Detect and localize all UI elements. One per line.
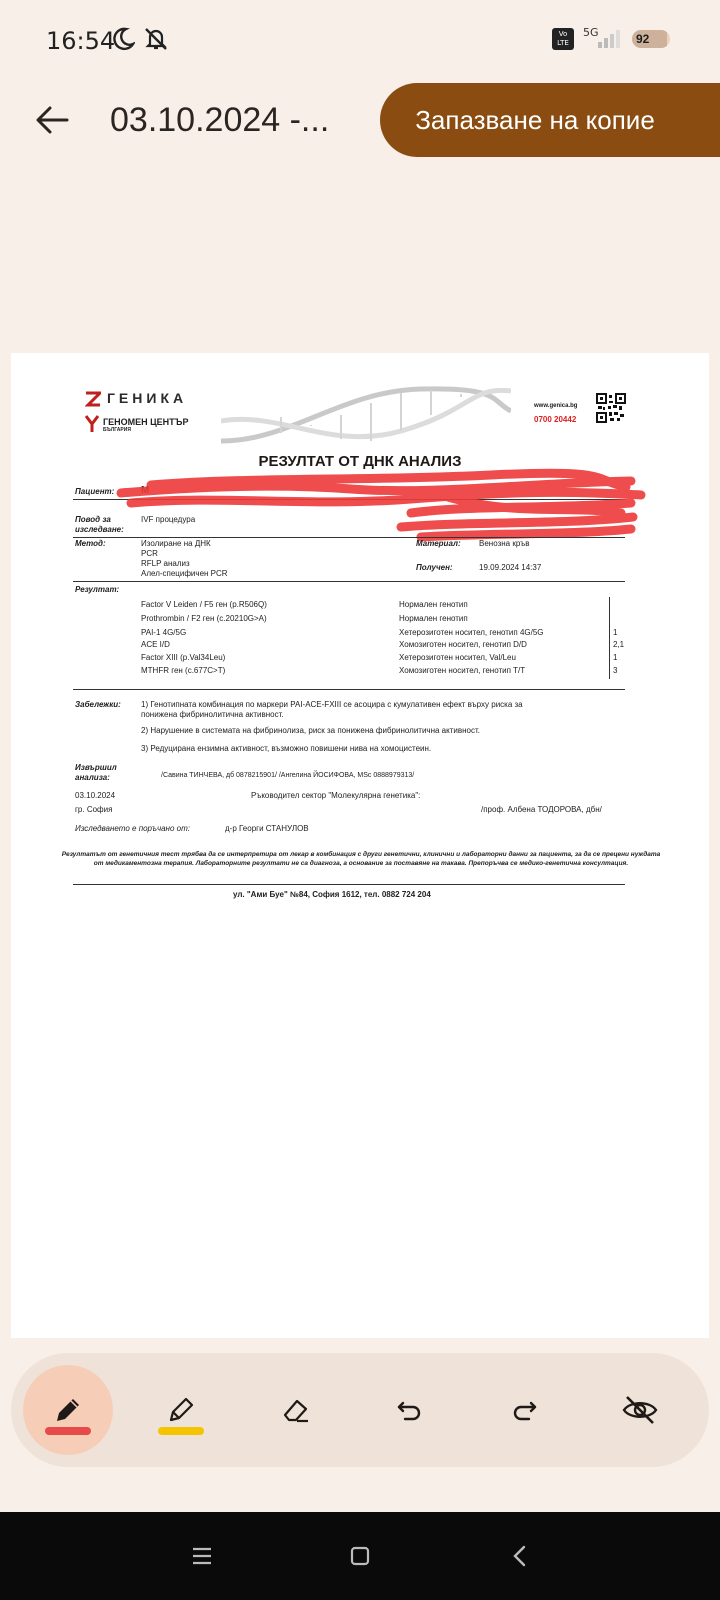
recent-apps-button[interactable] [180, 1534, 224, 1578]
pen-color-indicator [45, 1427, 91, 1435]
result-genotype: Хомозиготен носител, генотип D/D [399, 640, 527, 649]
app-header [0, 80, 720, 180]
brand-name: ГЕНИКА [107, 390, 188, 406]
qr-code-image [596, 393, 626, 423]
material-value: Венозна кръв [479, 539, 530, 548]
eye-off-icon [621, 1393, 659, 1427]
hide-annotations-button[interactable] [595, 1365, 685, 1455]
result-genotype: Хетерозиготен носител, генотип 4G/5G [399, 628, 544, 637]
method-item: RFLP анализ [141, 559, 190, 568]
head-label: Ръководител сектор "Молекулярна генетика": [251, 791, 421, 800]
result-score: 1 [613, 653, 618, 662]
pen-tool[interactable] [23, 1365, 113, 1455]
geneca-logo-icon [85, 391, 101, 407]
note-line: 1) Генотипната комбинация по маркери PAI-ACE-FXIII се асоцира с кумулативен ефект върху риска за [141, 700, 523, 709]
result-gene: ACE I/D [141, 640, 170, 649]
undo-icon [393, 1393, 427, 1427]
result-score: 2,1 [613, 640, 625, 649]
moon-icon [113, 26, 135, 52]
eraser-icon [279, 1393, 313, 1427]
arrow-left-icon [35, 105, 69, 135]
report-title: РЕЗУЛТАТ ОТ ДНК АНАЛИЗ [258, 453, 462, 470]
result-genotype: Нормален генотип [399, 600, 468, 609]
result-genotype: Хомозиготен носител, генотип Т/Т [399, 666, 526, 675]
result-gene: MTHFR ген (c.677C>T) [141, 666, 226, 675]
divider [73, 884, 625, 885]
result-genotype: Хетерозиготен носител, Val/Leu [399, 653, 516, 662]
received-value: 19.09.2024 14:37 [479, 563, 542, 572]
material-label: Материал: [416, 539, 461, 548]
website-text: www.genica.bg [534, 403, 578, 409]
column-divider [609, 597, 610, 679]
eraser-tool[interactable] [251, 1365, 341, 1455]
result-label: Резултат: [75, 585, 120, 594]
method-label: Метод: [75, 539, 106, 548]
ordered-by: д-р Георги СТАНУЛОВ [225, 824, 309, 833]
method-item: Алел-специфичен PCR [141, 569, 228, 578]
center-name: ГЕНОМЕН ЦЕНТЪР [103, 417, 189, 427]
redo-button[interactable] [479, 1365, 569, 1455]
home-icon [350, 1546, 370, 1566]
result-gene: PAI-1 4G/5G [141, 628, 187, 637]
received-label: Получен: [416, 563, 453, 572]
system-back-button[interactable] [498, 1534, 542, 1578]
back-icon [512, 1545, 528, 1567]
method-item: Изолиране на ДНК [141, 539, 211, 548]
pen-icon [51, 1393, 85, 1427]
note-line: 2) Нарушение в системата на фибринолиза, риск за понижена фибринолитична активност. [141, 726, 480, 735]
disclaimer: Резултатът от генетичния тест трябва да се интерпретира от лекар в комбинация с други генетични, клинични и лабораторни данни за пациента, за да се прецени нуждата от медикаментозна терапия. Лабораторните резултати не са диагноза, а основание за поставяне на такава. Препоръчва се медико-генетична консултация. [61, 851, 661, 867]
back-button[interactable] [30, 98, 74, 142]
result-score: 3 [613, 666, 618, 675]
network-type: 5G [583, 26, 599, 39]
result-gene: Factor V Leiden / F5 ген (p.R506Q) [141, 600, 267, 609]
result-score: 1 [613, 628, 618, 637]
status-time: 16:54 [46, 27, 116, 55]
redo-icon [507, 1393, 541, 1427]
result-gene: Factor XIII (p.Val34Leu) [141, 653, 226, 662]
center-subtitle: БЪЛГАРИЯ [103, 427, 131, 433]
report-city: гр. София [75, 805, 113, 814]
reason-value: IVF процедура [141, 515, 196, 524]
highlighter-icon [164, 1393, 198, 1427]
patient-name-visible: М [141, 485, 150, 496]
performed-label: анализа: [75, 773, 110, 782]
notes-label: Забележки: [75, 700, 121, 709]
performed-label: Извършил [75, 763, 117, 772]
dna-helix-image [221, 381, 511, 453]
status-bar [0, 0, 720, 80]
report-date: 03.10.2024 [75, 791, 116, 800]
result-genotype: Нормален генотип [399, 614, 468, 623]
ordered-label: Изследването е поръчано от: [75, 824, 190, 833]
highlighter-color-indicator [158, 1427, 204, 1435]
save-copy-button[interactable]: Запазване на копие [380, 83, 720, 157]
phone-text: 0700 20442 [534, 415, 577, 424]
method-item: PCR [141, 549, 158, 558]
highlighter-tool[interactable] [136, 1365, 226, 1455]
address: ул. "Ами Буе" №84, София 1612, тел. 0882 724 204 [233, 890, 431, 899]
home-button[interactable] [338, 1534, 382, 1578]
divider [73, 689, 625, 690]
annotation-toolbar [11, 1353, 709, 1467]
document-title: 03.10.2024 -... [110, 101, 330, 139]
reason-label: Повод за изследване: [75, 515, 124, 534]
performed-by: /Савина ТИНЧЕВА, дб 0878215901/ /Ангелина ЙОСИФОВА, MSc 0888979313/ [161, 772, 415, 779]
note-line: понижена фибринолитична активност. [141, 710, 284, 719]
note-line: 3) Редуцирана ензимна активност, възможно повишени нива на хомоцистеин. [141, 744, 432, 753]
system-nav-bar [0, 1512, 720, 1600]
battery-text: 92 [636, 32, 650, 46]
genomen-logo-icon [85, 415, 99, 433]
menu-icon [192, 1547, 212, 1565]
redaction-scribble [111, 465, 651, 547]
patient-label: Пациент: [75, 487, 115, 496]
result-gene: Prothrombin / F2 ген (c.20210G>A) [141, 614, 267, 623]
divider [73, 581, 625, 582]
battery-icon [632, 30, 670, 48]
undo-button[interactable] [365, 1365, 455, 1455]
bell-off-icon [143, 26, 169, 52]
head-name: /проф. Албена ТОДОРОВА, дбн/ [481, 805, 602, 814]
divider [73, 537, 625, 538]
document-page[interactable] [11, 353, 709, 1338]
volte-icon: Vo LTE [552, 28, 574, 50]
signal-icon [596, 30, 622, 48]
